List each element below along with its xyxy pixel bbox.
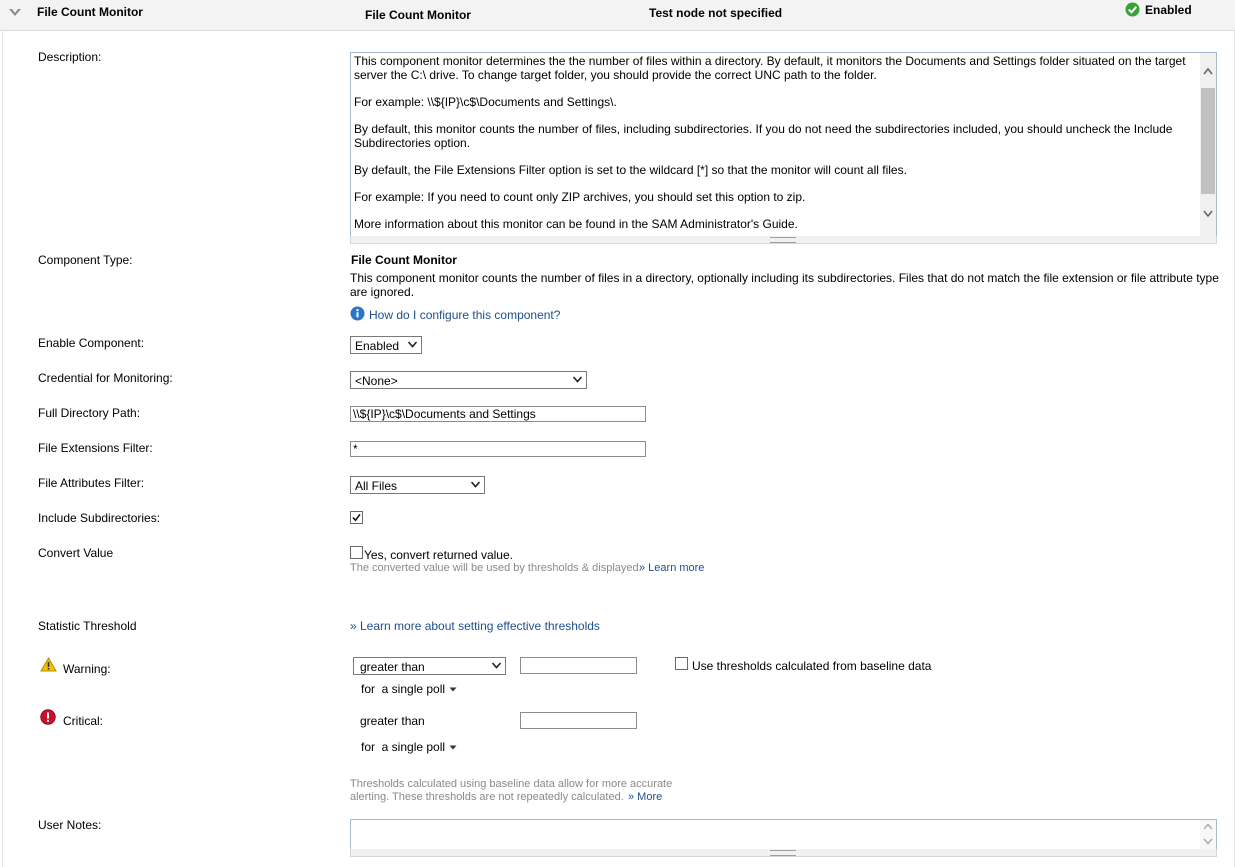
baseline-note-line2: alerting. These thresholds are not repeatedly calculated. <box>350 791 624 803</box>
directory-path-label: Full Directory Path: <box>38 406 141 420</box>
component-type-description: This component monitor counts the number of files in a directory, optionally including its subdirectories. Files that do not match the file extension or file attribute type are ignored. <box>350 271 1219 299</box>
baseline-thresholds-label: Use thresholds calculated from baseline data <box>692 659 932 673</box>
convert-value-label: Convert Value <box>38 546 114 560</box>
attributes-filter-label: File Attributes Filter: <box>38 476 145 490</box>
description-textarea[interactable] <box>350 52 1217 237</box>
info-icon <box>350 306 365 321</box>
description-paragraph: For example: If you need to count only ZIP archives, you should set this option to zip. <box>354 190 806 204</box>
warning-operator-select[interactable] <box>353 657 506 675</box>
description-text <box>354 54 1196 244</box>
description-paragraph: By default, this monitor counts the number of files, including subdirectories. If you do not need the subdirectories included, you should uncheck the Include Subdirectories option. <box>354 122 1173 150</box>
component-type-name: File Count Monitor <box>351 253 457 267</box>
extensions-filter-label: File Extensions Filter: <box>38 441 153 455</box>
warning-poll-dropdown[interactable]: for a single poll <box>361 682 446 696</box>
enable-component-value: Enabled <box>355 339 400 353</box>
extensions-filter-value: * <box>353 442 358 456</box>
include-subdirectories-label: Include Subdirectories: <box>38 511 161 525</box>
chevron-down-icon <box>573 376 582 383</box>
scroll-up-icon[interactable] <box>1203 67 1213 75</box>
include-subdirectories-checkbox[interactable] <box>350 511 363 524</box>
warning-value-input[interactable] <box>520 657 637 674</box>
enabled-check-icon <box>1125 2 1140 17</box>
credential-label: Credential for Monitoring: <box>38 371 173 385</box>
enable-component-select[interactable] <box>350 336 422 354</box>
header-status: Enabled <box>1145 3 1192 17</box>
scroll-thumb[interactable] <box>1201 88 1215 194</box>
convert-learn-more-link[interactable]: » Learn more <box>639 562 705 574</box>
credential-value: <None> <box>355 374 398 388</box>
component-header <box>0 0 1235 31</box>
critical-poll-dropdown[interactable]: for a single poll <box>361 740 446 754</box>
header-title: File Count Monitor <box>37 5 143 19</box>
description-paragraph: By default, the File Extensions Filter option is set to the wildcard [*] so that the monitor will count all files. <box>354 163 907 177</box>
description-paragraph: More information about this monitor can be found in the SAM Administrator's Guide. <box>354 217 798 231</box>
user-notes-textarea[interactable] <box>350 819 1217 850</box>
description-paragraph: This component monitor determines the the number of files within a directory. By default, it monitors the Documents and Settings folder situated on the target server the C:\ drive. To change target folder, you should provide the correct UNC path to the folder. <box>354 54 1186 82</box>
description-resize-grip[interactable] <box>350 236 1217 244</box>
warning-icon <box>40 657 57 672</box>
enable-component-label: Enable Component: <box>38 336 145 350</box>
baseline-note-line1: Thresholds calculated using baseline data allow for more accurate <box>350 778 673 790</box>
chevron-down-icon <box>492 662 501 669</box>
baseline-thresholds-checkbox[interactable] <box>675 657 688 670</box>
description-paragraph: For example: \\${IP}\c$\Documents and Settings\. <box>354 95 617 109</box>
warning-operator-value: greater than <box>360 660 425 674</box>
convert-value-checkbox-label: Yes, convert returned value. <box>364 548 513 562</box>
chevron-down-icon <box>471 481 480 488</box>
critical-label: Critical: <box>63 714 104 728</box>
user-notes-scrollbar[interactable] <box>1200 820 1216 849</box>
scroll-down-icon[interactable] <box>1203 210 1213 218</box>
scroll-up-icon[interactable] <box>1203 823 1213 830</box>
thresholds-learn-more-link[interactable]: » Learn more about setting effective thresholds <box>350 619 600 633</box>
checkmark-icon <box>352 513 361 522</box>
convert-value-hint: The converted value will be used by thresholds & displayed. <box>350 562 642 574</box>
user-notes-resize-grip[interactable] <box>350 849 1217 857</box>
header-component-name: File Count Monitor <box>365 8 471 22</box>
attributes-filter-select[interactable] <box>350 476 485 494</box>
grip-lines <box>770 850 796 856</box>
critical-icon <box>40 709 56 725</box>
header-test-node: Test node not specified <box>649 6 783 20</box>
grip-lines <box>770 237 796 243</box>
critical-value-input[interactable] <box>520 712 637 729</box>
statistic-threshold-label: Statistic Threshold <box>38 619 137 633</box>
user-notes-label: User Notes: <box>38 818 102 832</box>
collapse-chevron-icon[interactable] <box>8 8 22 18</box>
credential-select[interactable] <box>350 371 587 389</box>
caret-down-icon[interactable] <box>449 687 457 692</box>
baseline-more-link[interactable]: » More <box>628 791 663 803</box>
convert-value-checkbox[interactable] <box>350 546 363 559</box>
configure-help-link[interactable]: How do I configure this component? <box>369 308 561 322</box>
attributes-filter-value: All Files <box>355 479 398 493</box>
component-type-label: Component Type: <box>38 253 133 267</box>
scroll-down-icon[interactable] <box>1203 838 1213 845</box>
description-label: Description: <box>38 50 102 64</box>
directory-path-input[interactable] <box>350 406 646 422</box>
caret-down-icon[interactable] <box>449 745 457 750</box>
directory-path-value: \\${IP}\c$\Documents and Settings <box>353 407 536 421</box>
warning-label: Warning: <box>63 662 111 676</box>
extensions-filter-input[interactable] <box>350 441 646 457</box>
chevron-down-icon <box>408 341 417 348</box>
critical-operator: greater than <box>360 714 425 728</box>
description-scrollbar[interactable] <box>1200 53 1216 236</box>
